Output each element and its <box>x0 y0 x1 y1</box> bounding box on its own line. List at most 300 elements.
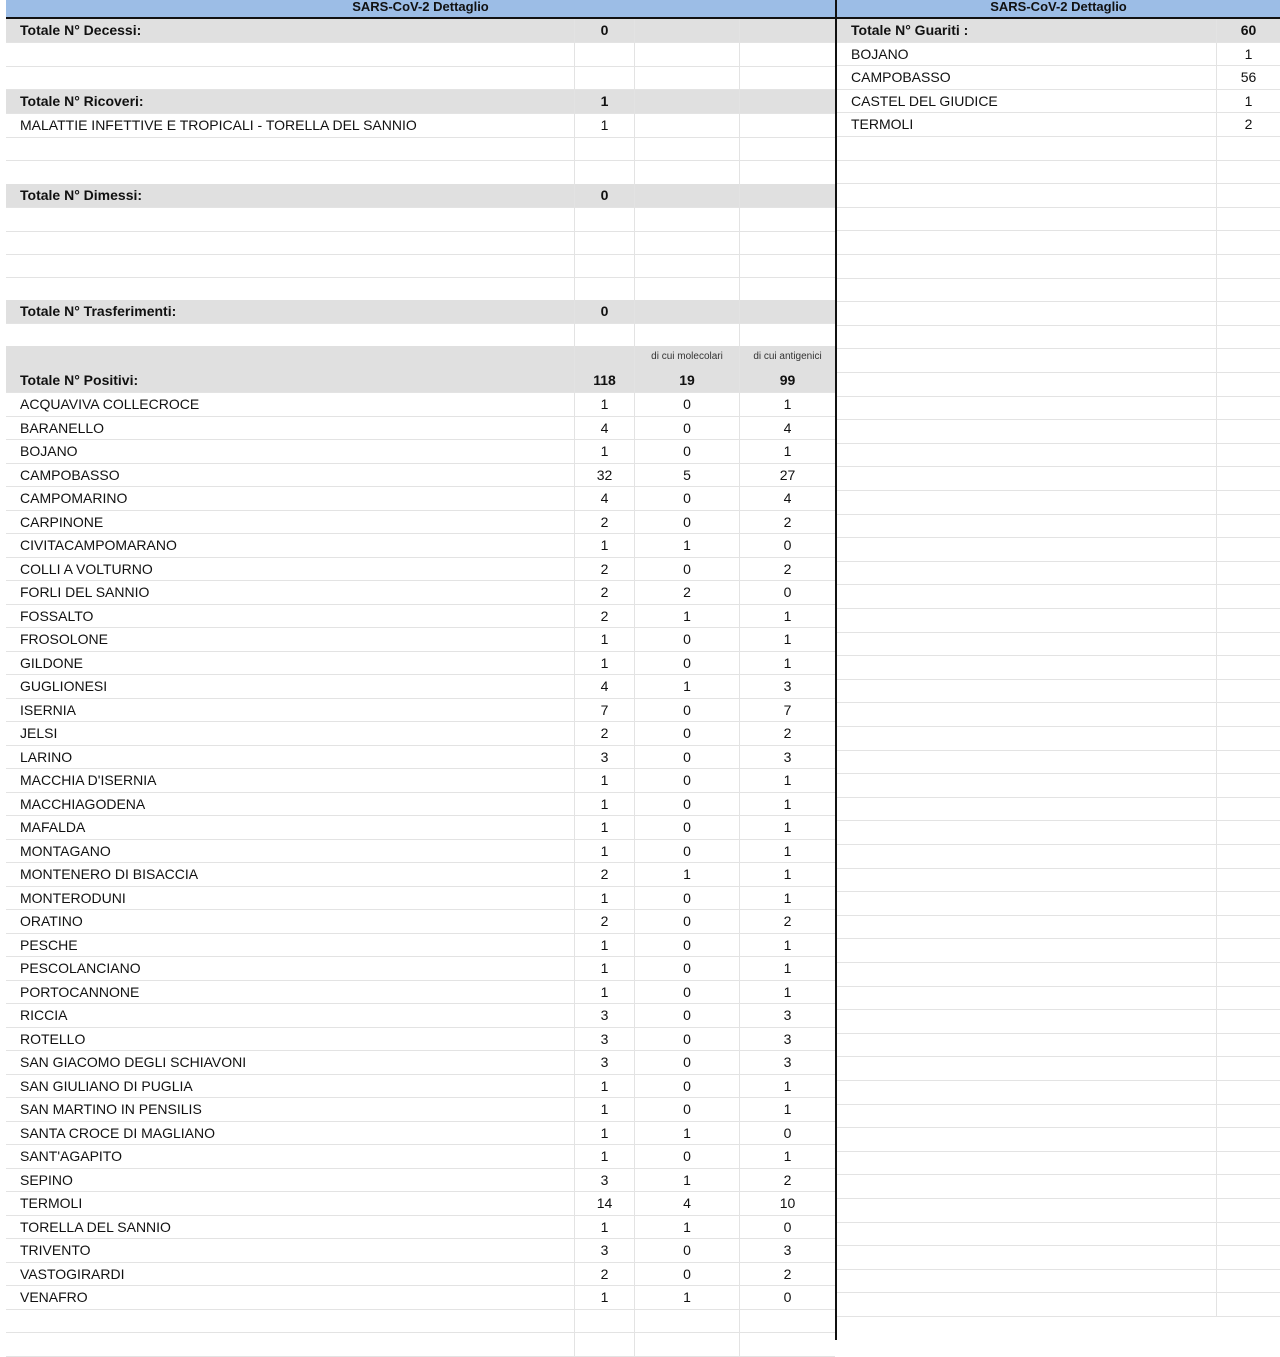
molecolari-cell: 0 <box>634 1098 739 1121</box>
name-cell: SEPINO <box>20 1171 73 1188</box>
molecolari-cell <box>634 300 739 323</box>
name-cell: BOJANO <box>20 443 78 459</box>
antigenici-cell: 1 <box>739 816 835 839</box>
empty-row <box>837 680 1280 704</box>
molecolari-cell: 0 <box>634 417 739 440</box>
antigenici-cell <box>739 231 835 254</box>
total-cell <box>1216 585 1280 608</box>
total-cell: 1 <box>574 934 634 957</box>
total-cell: 1 <box>574 1286 634 1309</box>
name-cell: MAFALDA <box>20 819 86 835</box>
total-cell <box>1216 1246 1280 1269</box>
positivi-row <box>6 1004 835 1028</box>
name-cell: TORELLA DEL SANNIO <box>20 1218 171 1235</box>
antigenici-cell: 7 <box>739 699 835 722</box>
antigenici-cell: 1 <box>739 769 835 792</box>
empty-row <box>837 774 1280 798</box>
empty-row <box>837 1175 1280 1199</box>
name-cell <box>837 184 1216 207</box>
name-cell <box>6 254 574 277</box>
total-cell <box>1216 1175 1280 1198</box>
positivi-row <box>6 981 835 1005</box>
molecolari-cell: 2 <box>634 581 739 604</box>
name-cell <box>837 1246 1216 1269</box>
positivi-row <box>6 863 835 887</box>
name-cell <box>837 349 1216 372</box>
total-cell <box>574 137 634 160</box>
positivi-row <box>6 722 835 746</box>
total-cell <box>1216 821 1280 844</box>
positivi-row <box>6 1216 835 1240</box>
total-cell: 60 <box>1216 19 1280 42</box>
positivi-row <box>6 1122 835 1146</box>
empty-row <box>837 397 1280 421</box>
total-cell: 1 <box>1216 90 1280 113</box>
empty-row <box>837 208 1280 232</box>
total-cell <box>574 346 634 369</box>
name-cell: SANTA CROCE DI MAGLIANO <box>20 1124 215 1141</box>
name-cell: CASTEL DEL GIUDICE <box>851 92 998 109</box>
total-cell <box>1216 302 1280 325</box>
name-cell: MACCHIA D'ISERNIA <box>20 772 157 788</box>
total-cell: 2 <box>574 511 634 534</box>
name-cell: CARPINONE <box>20 513 104 530</box>
guariti-row <box>837 43 1280 67</box>
total-cell: 1 <box>574 816 634 839</box>
positivi-row <box>6 487 835 511</box>
guariti-total-row <box>837 19 1280 43</box>
total-cell <box>1216 798 1280 821</box>
total-cell <box>1216 1081 1280 1104</box>
molecolari-cell: 0 <box>634 487 739 510</box>
antigenici-cell: 1 <box>739 393 835 416</box>
antigenici-cell: 2 <box>739 558 835 581</box>
positivi-row <box>6 769 835 793</box>
total-cell: 4 <box>574 487 634 510</box>
total-cell: 1 <box>574 114 634 137</box>
total-cell: 1 <box>574 440 634 463</box>
molecolari-cell <box>634 137 739 160</box>
empty-row <box>6 254 835 278</box>
name-cell <box>837 656 1216 679</box>
name-cell <box>837 255 1216 278</box>
molecolari-cell: 0 <box>634 722 739 745</box>
ricoveri-total-row <box>6 90 835 114</box>
molecolari-cell <box>634 161 739 184</box>
total-cell: 2 <box>574 722 634 745</box>
total-cell <box>1216 255 1280 278</box>
antigenici-cell: 4 <box>739 487 835 510</box>
name-cell <box>6 137 574 160</box>
total-cell: 7 <box>574 699 634 722</box>
name-cell <box>837 821 1216 844</box>
positivi-row <box>6 910 835 934</box>
total-cell <box>574 231 634 254</box>
total-cell <box>574 161 634 184</box>
name-cell: SAN GIACOMO DEGLI SCHIAVONI <box>20 1054 247 1070</box>
total-cell <box>1216 1010 1280 1033</box>
molecolari-cell <box>634 208 739 231</box>
molecolari-cell: 0 <box>634 769 739 792</box>
name-cell: ISERNIA <box>20 701 77 718</box>
positivi-row <box>6 957 835 981</box>
name-cell: CAMPOMARINO <box>20 490 128 506</box>
total-cell: 3 <box>574 1051 634 1074</box>
total-cell <box>574 208 634 231</box>
total-cell: 3 <box>574 1004 634 1027</box>
molecolari-cell: 0 <box>634 1239 739 1262</box>
empty-row <box>837 1293 1280 1317</box>
name-cell: SAN MARTINO IN PENSILIS <box>20 1101 202 1117</box>
molecolari-cell: 0 <box>634 1145 739 1168</box>
name-cell: FROSOLONE <box>20 631 108 647</box>
total-cell: 2 <box>574 605 634 628</box>
name-cell <box>837 373 1216 396</box>
empty-row <box>837 1199 1280 1223</box>
total-cell: 32 <box>574 464 634 487</box>
antigenici-cell: 1 <box>739 840 835 863</box>
antigenici-cell: 1 <box>739 863 835 886</box>
positivi-row <box>6 440 835 464</box>
name-cell: PORTOCANNONE <box>20 983 140 1000</box>
empty-row <box>837 1223 1280 1247</box>
antigenici-cell: 1 <box>739 981 835 1004</box>
empty-row <box>837 987 1280 1011</box>
name-cell: TERMOLI <box>20 1195 83 1211</box>
total-cell: 2 <box>574 581 634 604</box>
total-cell: 1 <box>574 90 634 113</box>
empty-row <box>837 562 1280 586</box>
guariti-row <box>837 113 1280 137</box>
total-cell: 2 <box>574 863 634 886</box>
name-cell <box>837 1010 1216 1033</box>
total-cell: 1 <box>574 840 634 863</box>
total-cell <box>1216 680 1280 703</box>
positivi-row <box>6 1239 835 1263</box>
name-cell: PESCOLANCIANO <box>20 960 141 976</box>
total-cell <box>1216 1128 1280 1151</box>
molecolari-cell: 0 <box>634 910 739 933</box>
molecolari-cell: 1 <box>634 605 739 628</box>
name-cell <box>837 491 1216 514</box>
total-cell: 4 <box>574 417 634 440</box>
name-cell <box>837 562 1216 585</box>
antigenici-cell: 2 <box>739 511 835 534</box>
name-cell <box>837 609 1216 632</box>
molecolari-cell: 0 <box>634 440 739 463</box>
name-cell <box>837 727 1216 750</box>
name-cell <box>837 231 1216 254</box>
molecolari-cell: 5 <box>634 464 739 487</box>
molecolari-cell: 0 <box>634 393 739 416</box>
antigenici-cell: 2 <box>739 722 835 745</box>
antigenici-cell: 99 <box>739 369 835 392</box>
total-cell <box>1216 845 1280 868</box>
empty-row <box>837 538 1280 562</box>
name-cell <box>837 1128 1216 1151</box>
empty-row <box>6 161 835 185</box>
name-cell <box>837 987 1216 1010</box>
molecolari-cell <box>634 19 739 42</box>
name-cell <box>837 633 1216 656</box>
antigenici-cell: 0 <box>739 1122 835 1145</box>
total-cell <box>574 43 634 66</box>
empty-row <box>837 869 1280 893</box>
molecolari-cell: 1 <box>634 863 739 886</box>
name-cell <box>6 1333 574 1356</box>
positivi-row <box>6 652 835 676</box>
total-cell <box>1216 491 1280 514</box>
name-cell: CAMPOBASSO <box>20 466 120 483</box>
total-cell: 1 <box>1216 43 1280 66</box>
empty-row <box>837 373 1280 397</box>
molecolari-cell <box>634 184 739 207</box>
total-cell: 2 <box>574 558 634 581</box>
name-cell: BARANELLO <box>20 419 105 436</box>
empty-row <box>837 1270 1280 1294</box>
empty-row <box>837 1246 1280 1270</box>
name-cell: FOSSALTO <box>20 607 94 624</box>
dimessi-total-row <box>6 184 835 208</box>
total-cell <box>1216 727 1280 750</box>
name-cell <box>6 231 574 254</box>
positivi-total-row <box>6 369 835 393</box>
name-cell: CAMPOBASSO <box>851 69 951 86</box>
total-cell: 1 <box>574 1145 634 1168</box>
name-cell <box>837 137 1216 160</box>
empty-row <box>837 444 1280 468</box>
antigenici-cell: 3 <box>739 1239 835 1262</box>
ricoveri-row <box>6 114 835 138</box>
empty-row <box>837 916 1280 940</box>
antigenici-cell <box>739 254 835 277</box>
molecolari-cell <box>634 90 739 113</box>
antigenici-cell: 1 <box>739 957 835 980</box>
total-cell <box>1216 1034 1280 1057</box>
name-cell <box>837 302 1216 325</box>
empty-row <box>837 255 1280 279</box>
molecolari-cell: 1 <box>634 1169 739 1192</box>
name-cell: Totale N° Decessi: <box>20 22 142 38</box>
positivi-subheader-row <box>6 346 835 370</box>
name-cell: CIVITACAMPOMARANO <box>20 537 177 553</box>
molecolari-cell: 0 <box>634 840 739 863</box>
name-cell <box>837 751 1216 774</box>
positivi-row <box>6 605 835 629</box>
total-cell: 3 <box>574 746 634 769</box>
empty-row <box>837 1128 1280 1152</box>
positivi-row <box>6 1286 835 1310</box>
molecolari-cell: 0 <box>634 699 739 722</box>
antigenici-cell: 1 <box>739 652 835 675</box>
positivi-row <box>6 1192 835 1216</box>
name-cell <box>837 916 1216 939</box>
empty-row <box>837 1010 1280 1034</box>
name-cell: ROTELLO <box>20 1030 86 1047</box>
total-cell <box>1216 1057 1280 1080</box>
name-cell <box>837 703 1216 726</box>
right-panel-header: SARS-CoV-2 Dettaglio <box>837 0 1280 19</box>
total-cell: 1 <box>574 534 634 557</box>
total-cell <box>1216 1152 1280 1175</box>
name-cell: GUGLIONESI <box>20 678 108 694</box>
trasferimenti-total-row <box>6 300 835 324</box>
name-cell <box>837 845 1216 868</box>
total-cell <box>1216 656 1280 679</box>
empty-row <box>837 420 1280 444</box>
empty-row <box>6 137 835 161</box>
name-cell: Totale N° Dimessi: <box>20 187 143 203</box>
total-cell: 56 <box>1216 66 1280 89</box>
empty-row <box>837 137 1280 161</box>
name-cell: Totale N° Guariti : <box>851 22 969 38</box>
name-cell: LARINO <box>20 748 73 765</box>
molecolari-cell <box>634 231 739 254</box>
total-cell: 2 <box>574 910 634 933</box>
molecolari-cell: 0 <box>634 511 739 534</box>
molecolari-cell <box>634 1333 739 1356</box>
antigenici-cell: 0 <box>739 534 835 557</box>
total-cell: 1 <box>574 887 634 910</box>
empty-row <box>837 1152 1280 1176</box>
empty-row <box>837 821 1280 845</box>
molecolari-cell: di cui molecolari <box>634 346 739 369</box>
total-cell: 0 <box>574 184 634 207</box>
name-cell <box>837 1293 1216 1316</box>
antigenici-cell: 3 <box>739 1028 835 1051</box>
positivi-row <box>6 1169 835 1193</box>
antigenici-cell: di cui antigenici <box>739 346 835 369</box>
name-cell: MONTAGANO <box>20 842 111 859</box>
antigenici-cell <box>739 184 835 207</box>
positivi-row <box>6 393 835 417</box>
molecolari-cell: 0 <box>634 957 739 980</box>
antigenici-cell <box>739 1310 835 1333</box>
empty-row <box>837 491 1280 515</box>
molecolari-cell: 0 <box>634 887 739 910</box>
total-cell <box>1216 161 1280 184</box>
total-cell <box>1216 892 1280 915</box>
name-cell: RICCIA <box>20 1007 68 1023</box>
molecolari-cell <box>634 43 739 66</box>
molecolari-cell <box>634 277 739 300</box>
antigenici-cell <box>739 137 835 160</box>
name-cell: VENAFRO <box>20 1289 88 1305</box>
name-cell: MACCHIAGODENA <box>20 795 146 812</box>
empty-row <box>837 326 1280 350</box>
total-cell <box>1216 373 1280 396</box>
empty-row <box>6 208 835 232</box>
total-cell <box>1216 538 1280 561</box>
antigenici-cell: 1 <box>739 793 835 816</box>
guariti-row <box>837 90 1280 114</box>
molecolari-cell: 0 <box>634 1075 739 1098</box>
molecolari-cell: 0 <box>634 1004 739 1027</box>
positivi-row <box>6 1051 835 1075</box>
molecolari-cell: 0 <box>634 652 739 675</box>
empty-row <box>837 1105 1280 1129</box>
antigenici-cell <box>739 161 835 184</box>
antigenici-cell: 1 <box>739 440 835 463</box>
name-cell <box>837 420 1216 443</box>
antigenici-cell <box>739 300 835 323</box>
total-cell <box>1216 1105 1280 1128</box>
empty-row <box>837 845 1280 869</box>
total-cell <box>1216 184 1280 207</box>
total-cell <box>1216 916 1280 939</box>
positivi-row <box>6 887 835 911</box>
total-cell <box>1216 703 1280 726</box>
antigenici-cell: 4 <box>739 417 835 440</box>
total-cell: 1 <box>574 393 634 416</box>
empty-row <box>837 161 1280 185</box>
total-cell <box>1216 208 1280 231</box>
name-cell: SANT'AGAPITO <box>20 1148 122 1164</box>
molecolari-cell: 1 <box>634 1216 739 1239</box>
molecolari-cell: 0 <box>634 981 739 1004</box>
name-cell <box>837 1034 1216 1057</box>
molecolari-cell: 1 <box>634 1286 739 1309</box>
molecolari-cell: 0 <box>634 746 739 769</box>
molecolari-cell: 0 <box>634 1028 739 1051</box>
total-cell: 1 <box>574 981 634 1004</box>
name-cell <box>837 1199 1216 1222</box>
total-cell <box>1216 1199 1280 1222</box>
total-cell <box>1216 397 1280 420</box>
positivi-row <box>6 534 835 558</box>
antigenici-cell: 2 <box>739 1263 835 1286</box>
name-cell <box>6 1310 574 1333</box>
name-cell <box>6 277 574 300</box>
antigenici-cell: 1 <box>739 605 835 628</box>
name-cell <box>837 774 1216 797</box>
empty-row <box>837 798 1280 822</box>
name-cell <box>837 208 1216 231</box>
positivi-row <box>6 1075 835 1099</box>
name-cell <box>837 326 1216 349</box>
name-cell: TERMOLI <box>851 116 914 133</box>
total-cell <box>1216 963 1280 986</box>
name-cell <box>837 963 1216 986</box>
antigenici-cell: 1 <box>739 1145 835 1168</box>
molecolari-cell <box>634 114 739 137</box>
total-cell <box>1216 279 1280 302</box>
name-cell <box>6 66 574 89</box>
total-cell: 1 <box>574 628 634 651</box>
name-cell: FORLI DEL SANNIO <box>20 584 150 600</box>
total-cell <box>574 277 634 300</box>
empty-row <box>6 324 835 348</box>
name-cell <box>837 397 1216 420</box>
name-cell: ORATINO <box>20 913 83 929</box>
name-cell <box>837 1152 1216 1175</box>
right-panel <box>837 0 1280 1340</box>
empty-row <box>837 656 1280 680</box>
empty-row <box>837 963 1280 987</box>
name-cell <box>837 161 1216 184</box>
total-cell: 3 <box>574 1028 634 1051</box>
molecolari-cell <box>634 324 739 347</box>
positivi-row <box>6 581 835 605</box>
total-cell: 1 <box>574 1098 634 1121</box>
positivi-row <box>6 699 835 723</box>
name-cell: Totale N° Ricoveri: <box>20 93 144 109</box>
total-cell <box>1216 609 1280 632</box>
positivi-row <box>6 558 835 582</box>
positivi-row <box>6 417 835 441</box>
name-cell <box>837 939 1216 962</box>
total-cell: 0 <box>574 19 634 42</box>
